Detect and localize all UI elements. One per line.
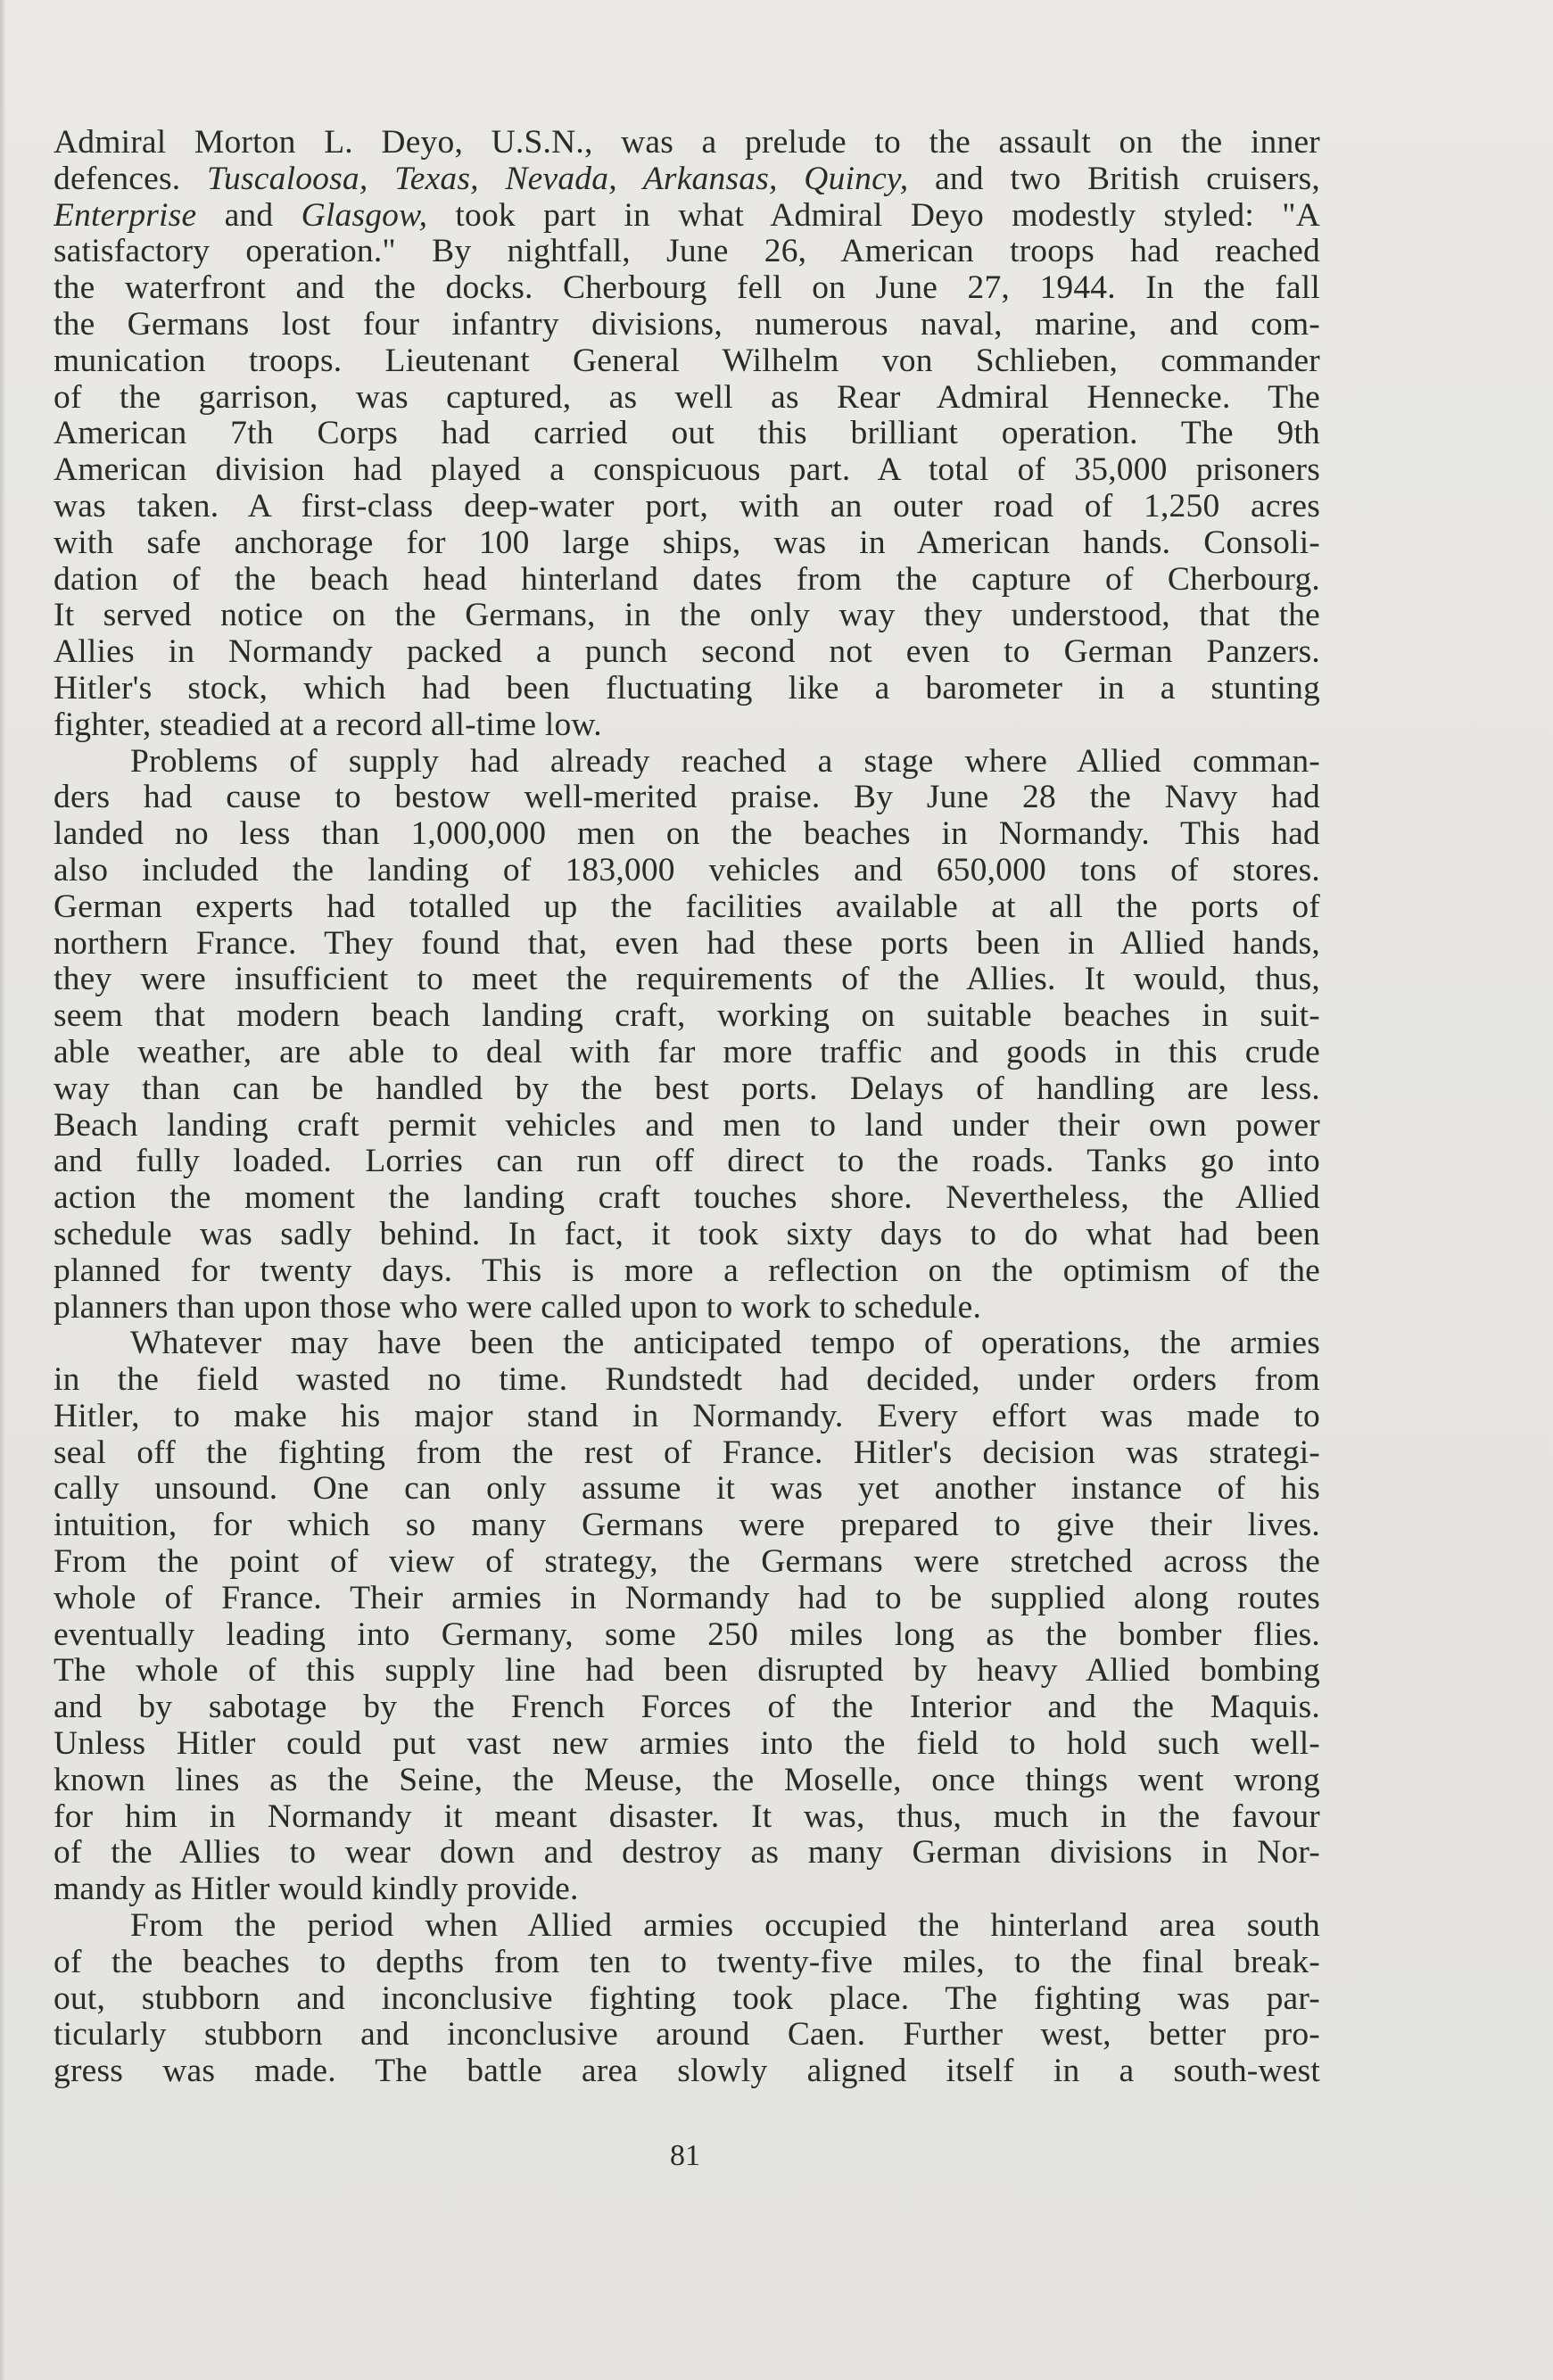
text-line: Admiral Morton L. Deyo, U.S.N., was a prelude to the assault on the inner [54,125,1320,161]
text-line: fighter, steadied at a record all-time low. [54,707,602,743]
text-line: the waterfront and the docks. Cherbourg fell on June 27, 1944. In the fall [54,270,1320,307]
text-line: they were insufficient to meet the requirements of the Allies. It would, thus, [54,962,1320,998]
text-line: American 7th Corps had carried out this brilliant operation. The 9th [54,416,1320,452]
text-line: mandy as Hitler would kindly provide. [54,1872,579,1908]
page-number: 81 [670,2139,700,2172]
text-line: seem that modern beach landing craft, working on suitable beaches in suit- [54,998,1320,1035]
text-line: out, stubborn and inconclusive fighting took place. The fighting was par- [54,1980,1320,2017]
text-line: action the moment the landing craft touches shore. Nevertheless, the Allied [54,1180,1320,1217]
text-line: with safe anchorage for 100 large ships, was in American hands. Consoli- [54,525,1320,561]
text-line: and by sabotage by the French Forces of the Interior and the Maquis. [54,1690,1320,1726]
text-line: Beach landing craft permit vehicles and men to land under their own power [54,1107,1320,1144]
text-line: landed no less than 1,000,000 men on the beaches in Normandy. This had [54,816,1320,853]
text-line: in the field wasted no time. Rundstedt had decided, under orders from [54,1362,1320,1399]
text-line: whole of France. Their armies in Normandy had to be supplied along routes [54,1580,1320,1616]
text-line: From the period when Allied armies occupied the hinterland area south [130,1908,1320,1945]
text-line: northern France. They found that, even had these ports been in Allied hands, [54,925,1320,962]
text-line: munication troops. Lieutenant General Wilhelm von Schlieben, commander [54,343,1320,379]
text-line: Hitler, to make his major stand in Normandy. Every effort was made to [54,1398,1320,1434]
text-line: Unless Hitler could put vast new armies into the field to hold such well- [54,1726,1320,1763]
text-line: for him in Normandy it meant disaster. It was, thus, much in the favour [54,1798,1320,1835]
text-line: German experts had totalled up the facilities available at all the ports of [54,888,1320,925]
text-line: way than can be handled by the best ports. Delays of handling are less. [54,1070,1320,1107]
text-line: Hitler's stock, which had been fluctuating like a barometer in a stunting [54,670,1320,707]
text-line: planners than upon those who were called upon to work to schedule. [54,1289,982,1326]
text-line: also included the landing of 183,000 vehicles and 650,000 tons of stores. [54,852,1320,888]
text-line: seal off the fighting from the rest of France. Hitler's decision was strategi- [54,1434,1320,1471]
text-line: cally unsound. One can only assume it was yet another instance of his [54,1471,1320,1508]
text-line: the Germans lost four infantry divisions, numerous naval, marine, and com- [54,306,1320,343]
text-line: was taken. A first-class deep-water port, with an outer road of 1,250 acres [54,488,1320,525]
text-line: planned for twenty days. This is more a reflection on the optimism of the [54,1252,1320,1289]
text-line: and fully loaded. Lorries can run off direct to the roads. Tanks go into [54,1144,1320,1180]
text-line: The whole of this supply line had been disrupted by heavy Allied bombing [54,1653,1320,1690]
text-line: satisfactory operation." By nightfall, June 26, American troops had reached [54,234,1320,270]
text-line: ders had cause to bestow well-merited praise. By June 28 the Navy had [54,780,1320,816]
text-line: defences. Tuscaloosa, Texas, Nevada, Arkansas, Quincy, and two British cruisers, [54,161,1320,197]
text-line: Enterprise and Glasgow, took part in what Admiral Deyo modestly styled: "A [54,197,1320,234]
text-line: It served notice on the Germans, in the only way they understood, that the [54,598,1320,634]
text-line: schedule was sadly behind. In fact, it took sixty days to do what had been [54,1216,1320,1252]
text-line: intuition, for which so many Germans were prepared to give their lives. [54,1508,1320,1544]
text-line: able weather, are able to deal with far more traffic and goods in this crude [54,1034,1320,1070]
text-line: American division had played a conspicuous part. A total of 35,000 prisoners [54,452,1320,489]
text-line: gress was made. The battle area slowly aligned itself in a south-west [54,2054,1320,2090]
text-line: of the garrison, was captured, as well as Rear Admiral Hennecke. The [54,379,1320,416]
text-line: Allies in Normandy packed a punch second not even to German Panzers. [54,634,1320,671]
text-line: eventually leading into Germany, some 250 miles long as the bomber flies. [54,1616,1320,1653]
text-line: Problems of supply had already reached a stage where Allied comman- [130,743,1320,780]
text-line: dation of the beach head hinterland dates from the capture of Cherbourg. [54,561,1320,598]
text-line: of the beaches to depths from ten to twenty-five miles, to the final break- [54,1944,1320,1980]
text-line: From the point of view of strategy, the Germans were stretched across the [54,1544,1320,1581]
body-text [54,125,1320,2090]
text-line: known lines as the Seine, the Meuse, the Moselle, once things went wrong [54,1762,1320,1798]
text-line: of the Allies to wear down and destroy as many German divisions in Nor- [54,1835,1320,1872]
text-line: Whatever may have been the anticipated tempo of operations, the armies [130,1326,1320,1362]
page-edge-shadow [0,0,5,2380]
text-line: ticularly stubborn and inconclusive around Caen. Further west, better pro- [54,2017,1320,2054]
